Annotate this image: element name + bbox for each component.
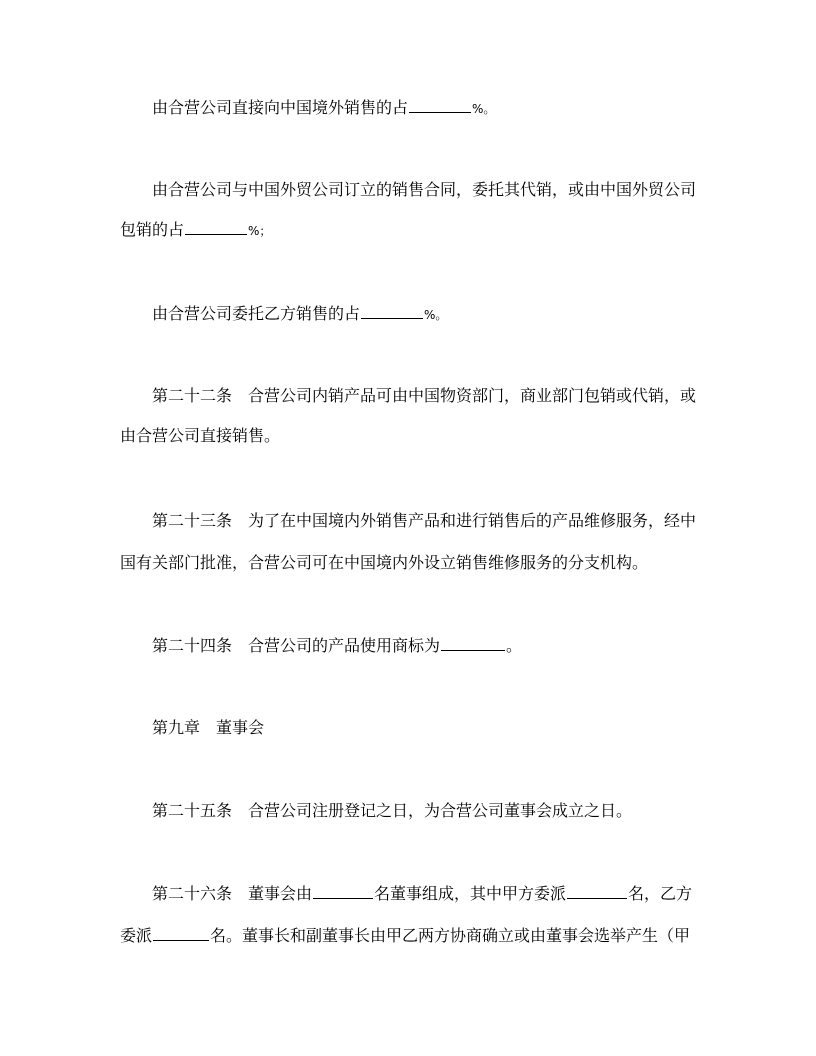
paragraph-text: 国有关部门批准，合营公司可在中国境内外设立销售维修服务的分支机构。 <box>120 553 649 572</box>
article-26-line2 <box>120 926 700 946</box>
paragraph-text: 包销的占 <box>120 220 185 239</box>
fill-in-blank <box>185 220 247 235</box>
fill-in-blank <box>409 98 471 113</box>
article-23-line2 <box>120 553 700 573</box>
paragraph-text: 名董事组成，其中甲方委派 <box>374 884 567 903</box>
paragraph-text-end: 。 <box>506 636 523 655</box>
article-24 <box>152 636 700 656</box>
paragraph-trade-company-sales-line2 <box>120 220 700 241</box>
chapter-title: 第九章 董事会 <box>152 718 265 737</box>
article-23-line1 <box>152 511 700 531</box>
paragraph-text: 第二十四条 合营公司的产品使用商标为 <box>152 636 441 655</box>
fill-in-blank <box>361 304 423 319</box>
paragraph-text: 由合营公司直接销售。 <box>120 426 281 445</box>
article-25 <box>152 801 700 821</box>
paragraph-text: 委派 <box>120 926 153 945</box>
paragraph-text-end: %。 <box>424 308 448 322</box>
paragraph-text-end: %。 <box>472 102 496 116</box>
paragraph-text-end: %； <box>248 224 272 238</box>
paragraph-party-b-sales <box>152 304 700 325</box>
paragraph-text: 第二十三条 为了在中国境内外销售产品和进行销售后的产品维修服务，经中 <box>152 511 697 530</box>
chapter-9-heading <box>152 718 700 738</box>
paragraph-text: 第二十五条 合营公司注册登记之日，为合营公司董事会成立之日。 <box>152 801 633 820</box>
paragraph-text: 名。董事长和副董事长由甲乙两方协商确立或由董事会选举产生（甲 <box>210 926 691 945</box>
paragraph-foreign-direct-sales <box>152 98 700 119</box>
paragraph-text: 由合营公司与中国外贸公司订立的销售合同，委托其代销，或由中国外贸公司 <box>152 180 697 199</box>
paragraph-text: 第二十六条 董事会由 <box>152 884 313 903</box>
paragraph-trade-company-sales-line1 <box>152 180 700 200</box>
paragraph-text: 由合营公司直接向中国境外销售的占 <box>152 98 409 117</box>
paragraph-text: 由合营公司委托乙方销售的占 <box>152 304 361 323</box>
paragraph-text: 第二十二条 合营公司内销产品可由中国物资部门，商业部门包销或代销，或 <box>152 386 697 405</box>
fill-in-blank <box>441 636 505 651</box>
fill-in-blank <box>313 884 373 899</box>
fill-in-blank <box>153 926 209 941</box>
fill-in-blank <box>567 884 627 899</box>
article-22-line2 <box>120 426 700 446</box>
article-22-line1 <box>152 386 700 406</box>
paragraph-text: 名，乙方 <box>628 884 693 903</box>
article-26-line1 <box>152 884 700 904</box>
